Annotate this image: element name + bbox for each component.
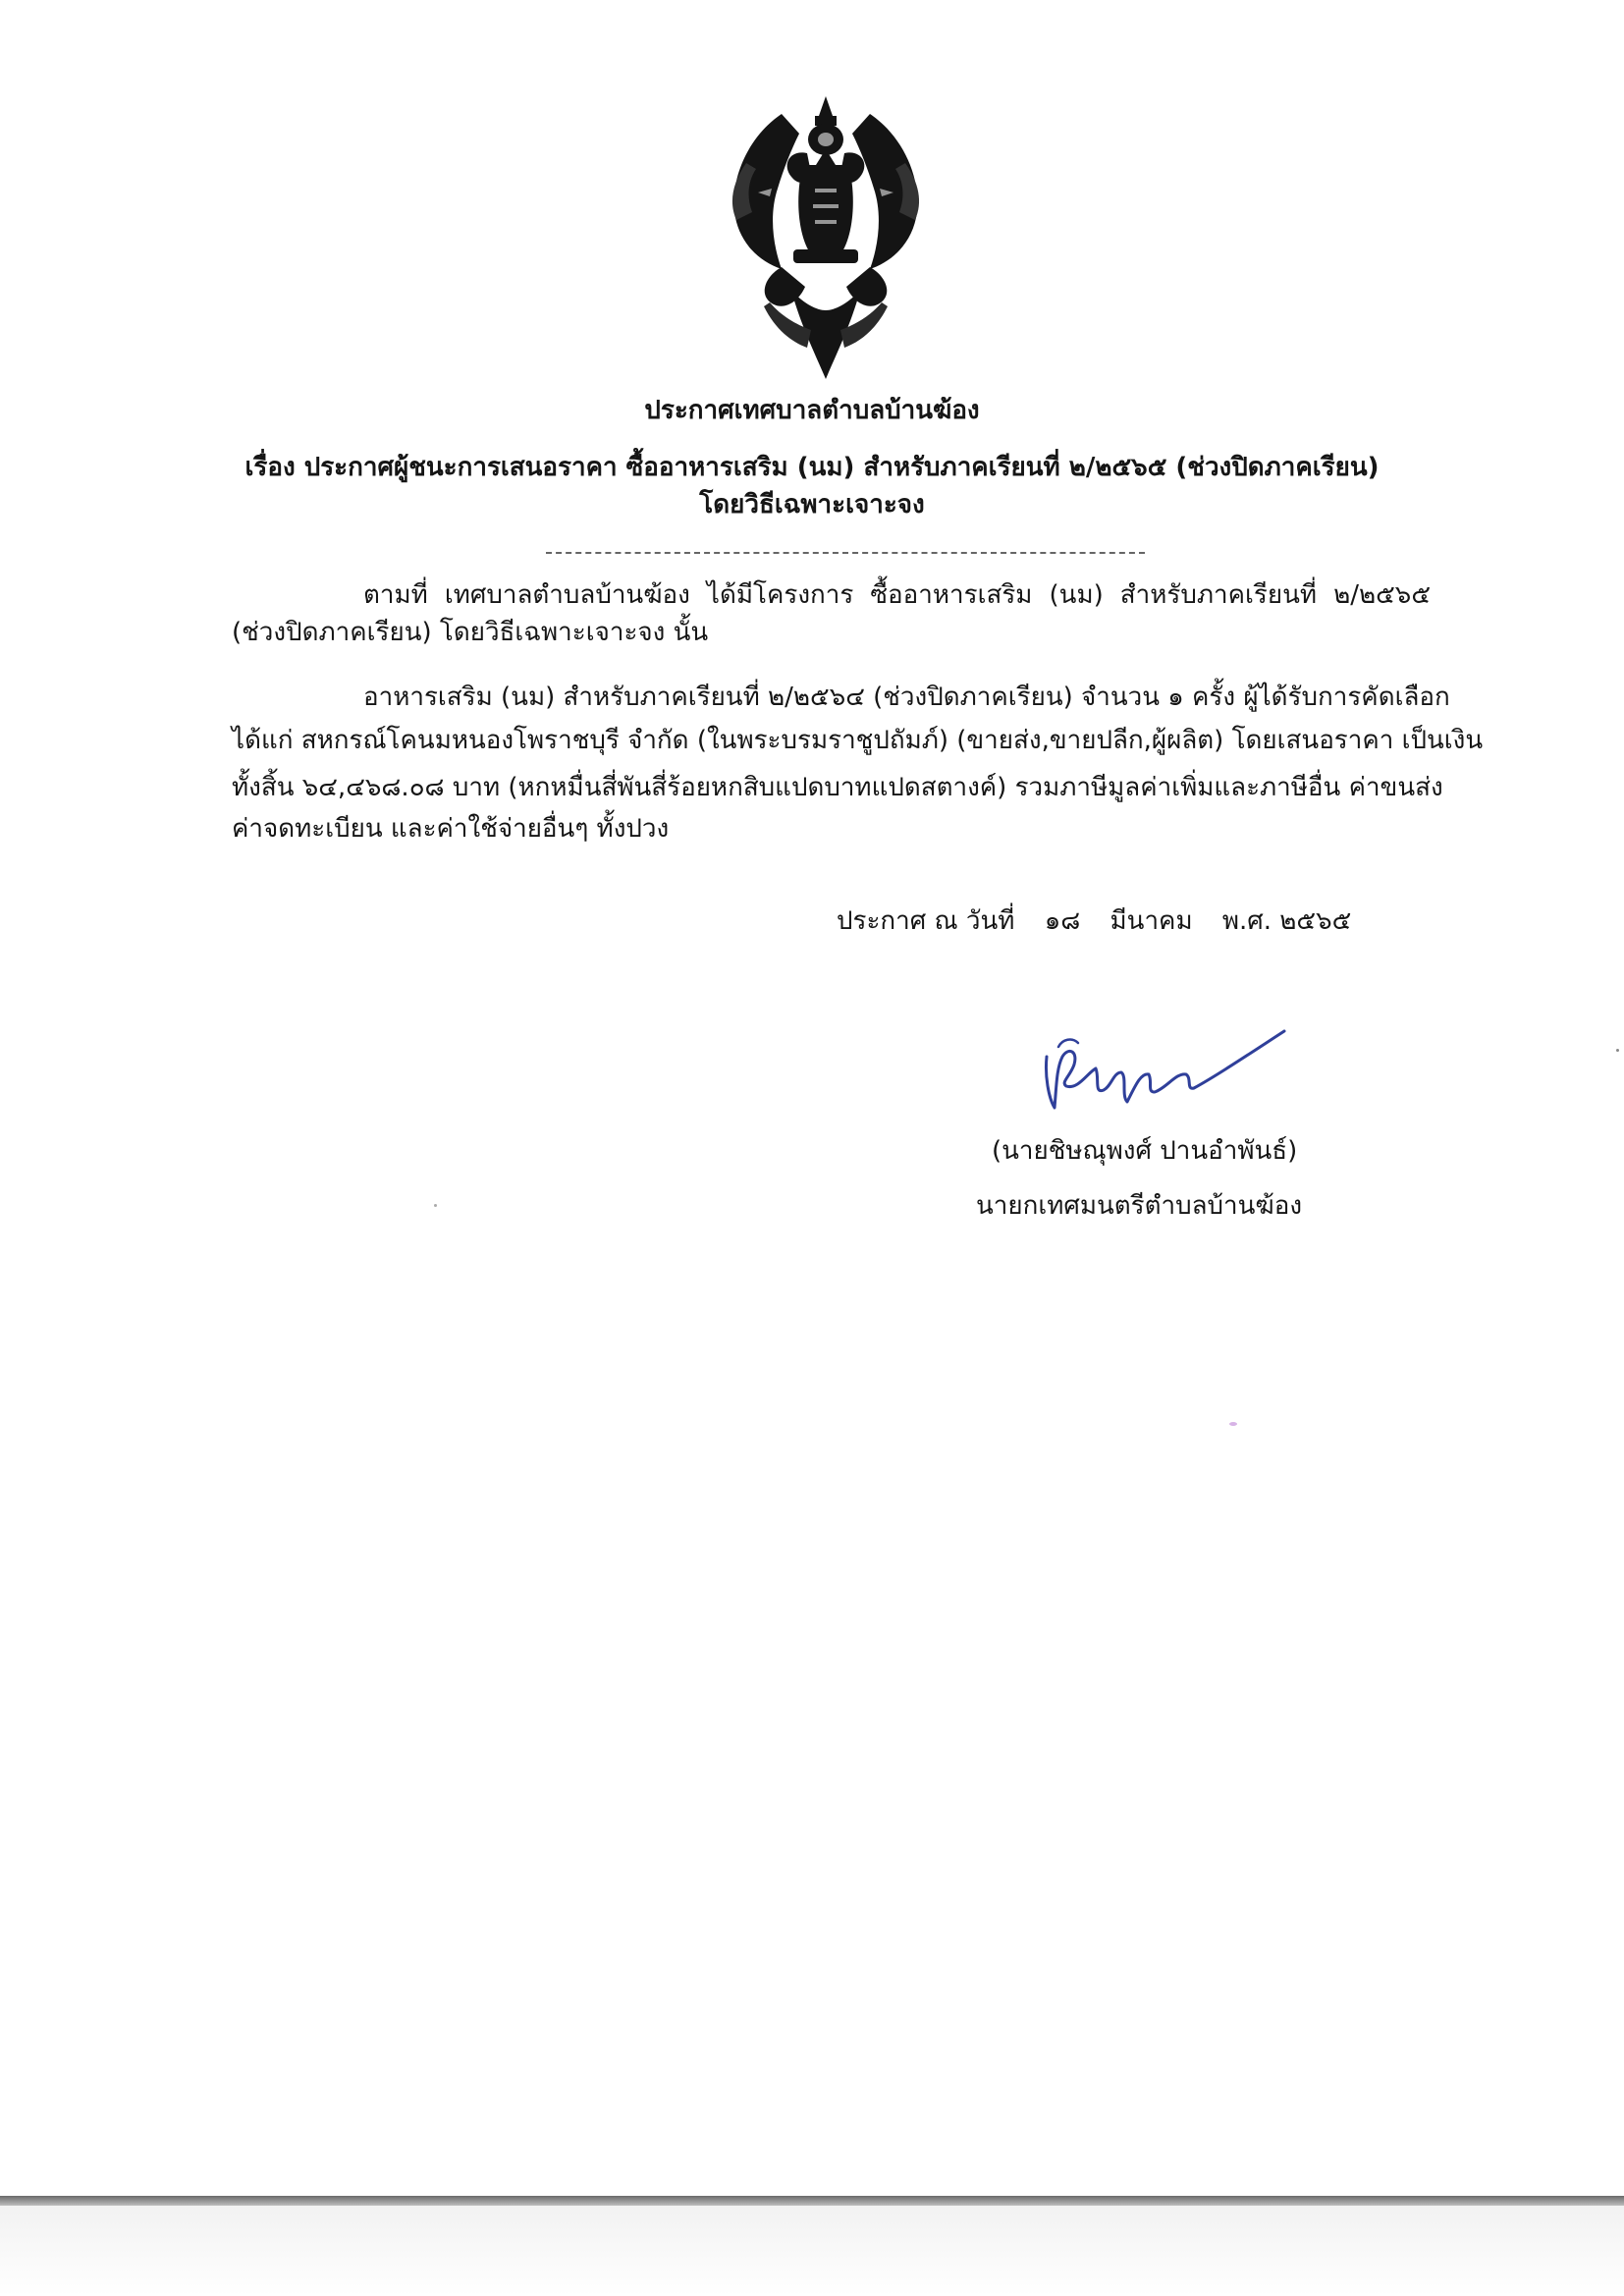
date-year: พ.ศ. ๒๕๖๕ [1221,906,1352,936]
procurement-method: โดยวิธีเฉพาะเจาะจง [699,490,925,519]
paragraph1-line1: ตามที่ เทศบาลตำบลบ้านฆ้อง ได้มีโครงการ ซื้ออาหารเสริม (นม) สำหรับภาคเรียนที่ ๒/๒๕๖๕ [363,580,1431,610]
paper-speck [1616,1049,1619,1052]
handwritten-signature [1039,1017,1292,1120]
announcement-title: ประกาศเทศบาลตำบลบ้านฆ้อง [644,396,980,425]
signer-position: นายกเทศมนตรีตำบลบ้านฆ้อง [975,1191,1303,1221]
date-month: มีนาคม [1110,906,1193,936]
scan-bottom-edge [0,2196,1624,2206]
paragraph2-line2: ได้แก่ สหกรณ์โคนมหนองโพราชบุรี จำกัด (ในพระบรมราชูปถัมภ์) (ขายส่ง,ขายปลีก,ผู้ผลิต) โดยเสนอราคา เป็นเงิน [232,726,1484,755]
paragraph1-line2: (ช่วงปิดภาคเรียน) โดยวิธีเฉพาะเจาะจง นั้น [232,618,709,647]
scan-bottom-shade [0,2206,1624,2296]
paragraph2-line3: ทั้งสิ้น ๖๔,๔๖๘.๐๘ บาท (หกหมื่นสี่พันสี่ร้อยหกสิบแปดบาทแปดสตางค์) รวมภาษีมูลค่าเพิ่มและภาษีอื่น ค่าขนส่ง [232,773,1443,802]
paper-speck [1229,1422,1237,1426]
signer-name: (นายชิษณุพงศ์ ปานอำพันธ์) [992,1136,1298,1166]
paragraph2-line1: อาหารเสริม (นม) สำหรับภาคเรียนที่ ๒/๒๕๖๔ (ช่วงปิดภาคเรียน) จำนวน ๑ ครั้ง ผู้ได้รับการคัดเลือก [363,683,1450,712]
date-prefix: ประกาศ ณ วันที่ [837,906,1015,936]
paragraph2-line4: ค่าจดทะเบียน และค่าใช้จ่ายอื่นๆ ทั้งปวง [232,814,670,844]
garuda-emblem [713,94,939,385]
dashed-divider [546,552,1145,554]
paper-speck [434,1204,437,1207]
date-day: ๑๘ [1044,906,1081,936]
announcement-date [837,902,1373,941]
announcement-subject: เรื่อง ประกาศผู้ชนะการเสนอราคา ซื้ออาหารเสริม (นม) สำหรับภาคเรียนที่ ๒/๒๕๖๕ (ช่วงปิดภาคเรียน) [244,453,1380,482]
